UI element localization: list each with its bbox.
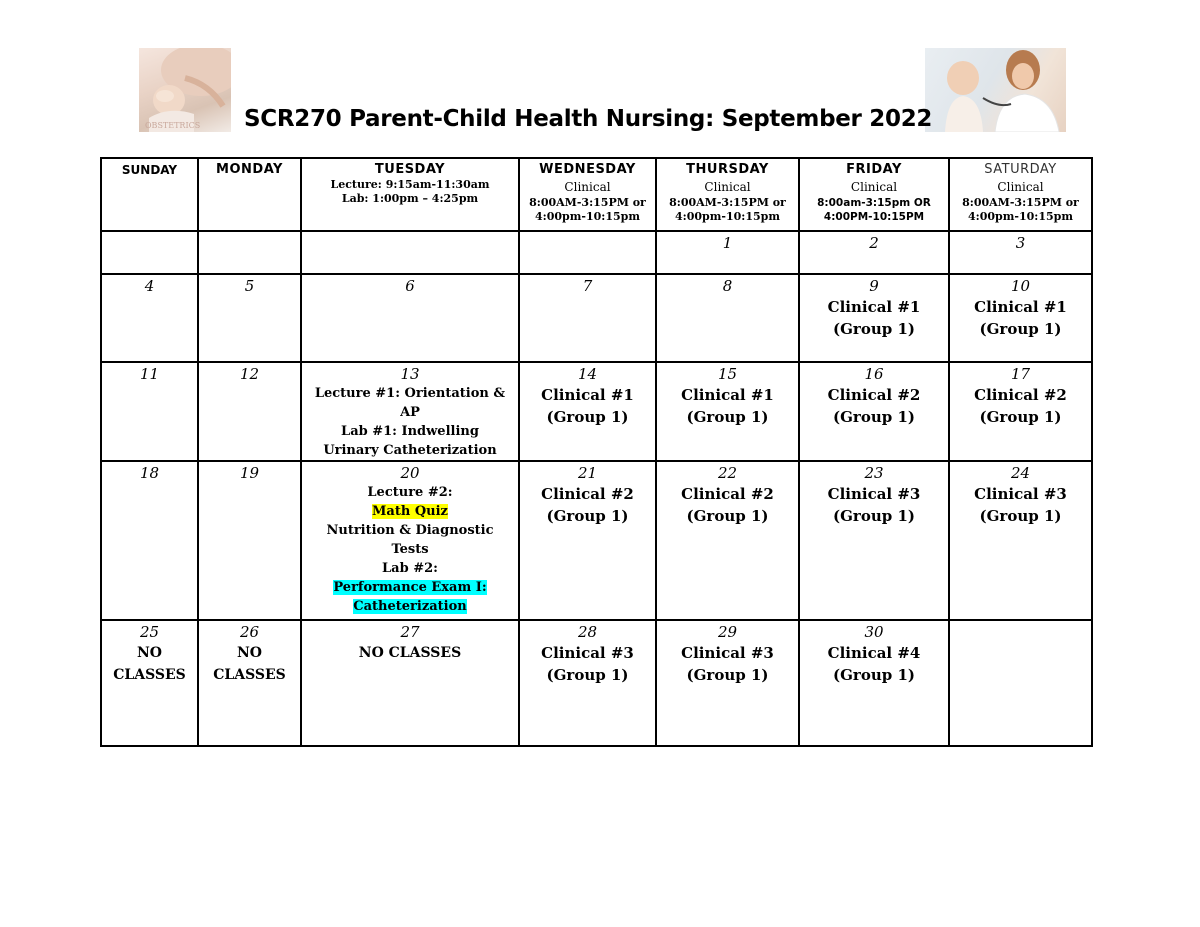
math-quiz-highlight: Math Quiz bbox=[372, 504, 448, 519]
event-text: Lab #2: bbox=[382, 561, 438, 576]
day-cell bbox=[949, 362, 1092, 461]
day-cell bbox=[301, 461, 519, 620]
event-text: Urinary Catheterization bbox=[323, 443, 497, 458]
header-tuesday: TUESDAY Lecture: 9:15am-11:30am Lab: 1:00pm – 4:25pm bbox=[301, 158, 519, 231]
day-cell bbox=[949, 231, 1092, 274]
event-text: (Group 1) bbox=[686, 408, 769, 426]
event-text: Nutrition & Diagnostic bbox=[326, 523, 494, 538]
event-text: (Group 1) bbox=[686, 666, 769, 684]
day-cell bbox=[799, 461, 949, 620]
day-cell bbox=[519, 274, 656, 362]
day-cell bbox=[101, 620, 198, 746]
week-row-5 bbox=[101, 620, 1092, 746]
day-cell bbox=[949, 461, 1092, 620]
day-number: 16 bbox=[864, 365, 884, 383]
day-cell bbox=[198, 620, 301, 746]
day-number: 11 bbox=[139, 365, 160, 383]
event-text: Clinical #3 bbox=[974, 485, 1067, 503]
day-number: 28 bbox=[577, 623, 598, 641]
event-text: Clinical #2 bbox=[827, 386, 921, 404]
day-number: 22 bbox=[717, 464, 738, 482]
obstetrics-photo bbox=[139, 48, 231, 132]
day-number: 26 bbox=[239, 623, 260, 641]
day-number: 20 bbox=[400, 464, 420, 482]
day-cell bbox=[519, 362, 656, 461]
day-cell bbox=[198, 231, 301, 274]
event-text: (Group 1) bbox=[979, 408, 1062, 426]
event-text: (Group 1) bbox=[686, 507, 769, 525]
day-number: 9 bbox=[869, 277, 879, 295]
week-row-1 bbox=[101, 231, 1092, 274]
event-text: (Group 1) bbox=[546, 666, 629, 684]
day-cell bbox=[519, 231, 656, 274]
day-number: 17 bbox=[1010, 365, 1031, 383]
day-cell bbox=[656, 620, 799, 746]
event-text: Tests bbox=[391, 542, 429, 557]
day-cell bbox=[799, 274, 949, 362]
day-cell bbox=[101, 362, 198, 461]
header-friday: FRIDAY Clinical 8:00am-3:15pm OR 4:00PM-10:15PM bbox=[799, 158, 949, 231]
day-number: 10 bbox=[1010, 277, 1031, 295]
event-text: (Group 1) bbox=[833, 666, 915, 684]
event-text: (Group 1) bbox=[833, 320, 915, 338]
day-number: 27 bbox=[400, 623, 420, 641]
day-number: 21 bbox=[577, 464, 598, 482]
day-cell bbox=[799, 362, 949, 461]
day-cell bbox=[198, 274, 301, 362]
event-text: Clinical #2 bbox=[974, 386, 1067, 404]
day-cell bbox=[656, 362, 799, 461]
day-number: 12 bbox=[239, 365, 260, 383]
event-text: Clinical #3 bbox=[827, 485, 921, 503]
event-text: Clinical #1 bbox=[827, 298, 921, 316]
day-cell bbox=[301, 231, 519, 274]
day-cell bbox=[949, 274, 1092, 362]
event-text: Lecture #2: bbox=[367, 485, 453, 500]
week-row-3 bbox=[101, 362, 1092, 461]
event-text: Clinical #3 bbox=[541, 644, 634, 662]
event-text: AP bbox=[400, 405, 420, 420]
day-cell bbox=[519, 620, 656, 746]
day-number: 7 bbox=[582, 277, 593, 295]
calendar-table bbox=[100, 157, 1093, 747]
event-text: NO bbox=[137, 645, 162, 661]
event-text: (Group 1) bbox=[833, 408, 915, 426]
event-text: Clinical #2 bbox=[541, 485, 634, 503]
performance-exam-highlight: Performance Exam I: bbox=[333, 580, 487, 595]
event-text: Clinical #1 bbox=[681, 386, 774, 404]
event-text: CLASSES bbox=[213, 667, 286, 683]
event-text: NO CLASSES bbox=[358, 645, 462, 661]
day-number: 24 bbox=[1010, 464, 1031, 482]
day-number: 2 bbox=[869, 234, 879, 252]
day-cell bbox=[301, 274, 519, 362]
event-text: Lecture #1: Orientation & bbox=[314, 386, 506, 401]
logo-text: OBSTETRICS bbox=[145, 121, 201, 130]
day-cell bbox=[301, 362, 519, 461]
event-text: Lab #1: Indwelling bbox=[341, 424, 479, 439]
event-text: NO bbox=[237, 645, 262, 661]
day-number: 1 bbox=[722, 234, 733, 252]
day-cell bbox=[656, 461, 799, 620]
event-text: (Group 1) bbox=[979, 507, 1062, 525]
day-cell bbox=[949, 620, 1092, 746]
day-cell bbox=[301, 620, 519, 746]
day-number: 23 bbox=[864, 464, 884, 482]
day-cell bbox=[198, 362, 301, 461]
day-number: 3 bbox=[1015, 234, 1026, 252]
day-cell bbox=[101, 231, 198, 274]
day-number: 19 bbox=[239, 464, 260, 482]
event-text: Clinical #4 bbox=[827, 644, 921, 662]
day-number: 25 bbox=[139, 623, 160, 641]
header-wednesday: WEDNESDAY Clinical 8:00AM-3:15PM or 4:00pm-10:15pm bbox=[519, 158, 656, 231]
day-cell bbox=[519, 461, 656, 620]
event-text: (Group 1) bbox=[546, 507, 629, 525]
day-number: 5 bbox=[244, 277, 255, 295]
day-number: 4 bbox=[144, 277, 155, 295]
event-text: Clinical #1 bbox=[974, 298, 1067, 316]
event-text: Clinical #2 bbox=[681, 485, 774, 503]
day-cell bbox=[198, 461, 301, 620]
day-cell bbox=[101, 274, 198, 362]
pediatric-doctor-photo bbox=[925, 48, 1066, 132]
day-cell bbox=[799, 620, 949, 746]
event-text: (Group 1) bbox=[833, 507, 915, 525]
day-number: 30 bbox=[864, 623, 884, 641]
day-number: 13 bbox=[400, 365, 420, 383]
header-saturday: SATURDAY Clinical 8:00AM-3:15PM or 4:00pm-10:15pm bbox=[949, 158, 1092, 231]
day-cell bbox=[656, 231, 799, 274]
event-text: (Group 1) bbox=[546, 408, 629, 426]
header-monday: MONDAY bbox=[198, 158, 301, 231]
week-row-4 bbox=[101, 461, 1092, 620]
day-cell bbox=[799, 231, 949, 274]
page-title: SCR270 Parent-Child Health Nursing: September 2022 bbox=[244, 106, 933, 132]
day-cell bbox=[101, 461, 198, 620]
event-text: Clinical #1 bbox=[541, 386, 634, 404]
event-text: CLASSES bbox=[113, 667, 186, 683]
day-number: 18 bbox=[139, 464, 160, 482]
week-row-2 bbox=[101, 274, 1092, 362]
performance-exam-highlight: Catheterization bbox=[353, 599, 467, 614]
day-number: 14 bbox=[577, 365, 598, 383]
header-thursday: THURSDAY Clinical 8:00AM-3:15PM or 4:00pm-10:15pm bbox=[656, 158, 799, 231]
day-number: 29 bbox=[717, 623, 738, 641]
day-number: 6 bbox=[405, 277, 415, 295]
day-number: 15 bbox=[717, 365, 738, 383]
header-sunday: SUNDAY bbox=[101, 158, 198, 231]
day-cell bbox=[656, 274, 799, 362]
event-text: (Group 1) bbox=[979, 320, 1062, 338]
event-text: Clinical #3 bbox=[681, 644, 774, 662]
day-number: 8 bbox=[722, 277, 733, 295]
header-row bbox=[101, 158, 1092, 231]
